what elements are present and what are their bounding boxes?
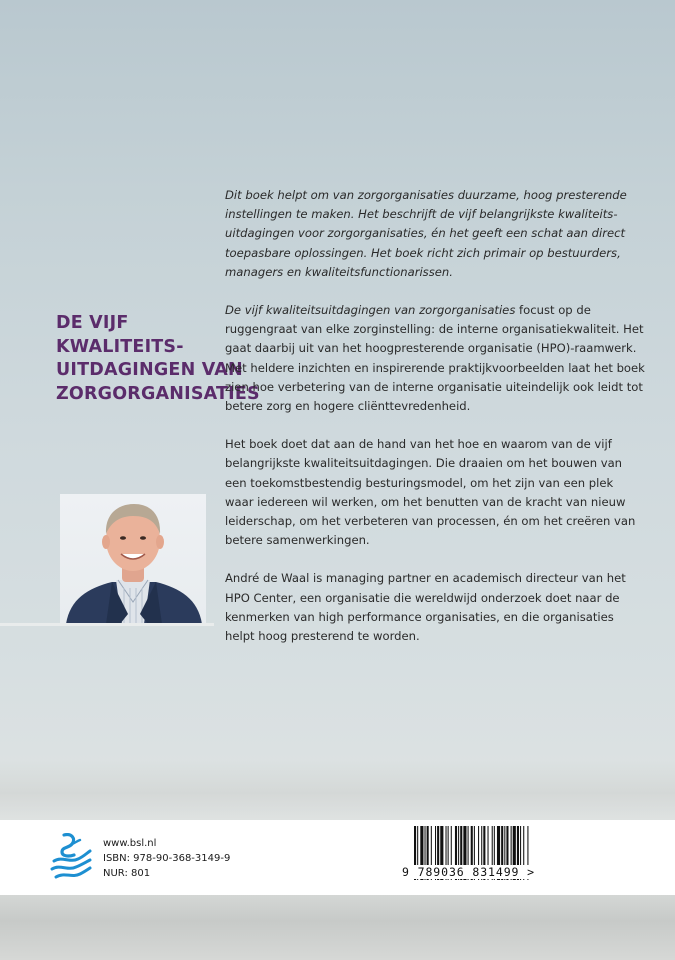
publisher-website[interactable]: www.bsl.nl	[103, 838, 157, 849]
back-cover-footer	[0, 820, 675, 895]
nur-code: NUR: 801	[103, 868, 151, 879]
photo-divider	[0, 623, 214, 626]
book-title	[56, 312, 260, 406]
blurb-paragraph	[225, 301, 645, 416]
blurb-intro-paragraph: Dit boek helpt om van zorgorganisaties duurzame, hoog presterende instellingen te maken. Het beschrijft de vijf belangrijkste kwaliteits-uitdagingen voor zorgorganisaties, én het geeft een schat aan direct toepasbare oplossingen. Het boek richt zich primair op bestuurders, managers en kwaliteitsfunctionarissen.	[225, 188, 627, 279]
book-title-line: ZORGORGANISATIES	[56, 383, 260, 404]
background-horizon	[0, 760, 675, 820]
publisher-info	[103, 836, 230, 881]
author-photo	[60, 494, 206, 624]
book-title-line: KWALITEITS-	[56, 336, 184, 357]
isbn-number: ISBN: 978-90-368-3149-9	[103, 853, 231, 864]
bsl-swan-logo-icon	[50, 833, 92, 879]
author-portrait-icon	[60, 494, 206, 624]
barcode-digits: 9 789036 831499 >	[402, 865, 582, 879]
background-sea	[0, 895, 675, 960]
author-bio-paragraph: André de Waal is managing partner en academisch directeur van het HPO Center, een organisatie die wereldwijd onderzoek doet naar de kenmerken van high performance organisaties, en die organisaties helpt hoog presterend te worden.	[225, 571, 626, 644]
book-title-line: DE VIJF	[56, 313, 129, 333]
blurb-paragraph: Het boek doet dat aan de hand van het hoe en waarom van de vijf belangrijkste kwaliteitsuitdagingen. Die draaien om het bouwen van een toekomstbestendig besturingsmodel, om het zijn van een plek waar iedereen wil werken, om het benutten van de kracht van nieuw leiderschap, om het verbeteren van processen, én om het creëren van betere samenwerkingen.	[225, 437, 636, 548]
book-title-line: UITDAGINGEN VAN	[56, 360, 243, 380]
blurb-paragraph-text: focust op de ruggengraat van elke zorginstelling: de interne organisatiekwaliteit. Het gaat daarbij uit van het hoogpresterende organisatie (HPO)-raamwerk. Met heldere inzichten en inspirerende praktijkvoorbeelden laat het boek zien hoe verbetering van de interne organisatie uiteindelijk ook leidt tot betere zorg en hogere cliënttevredenheid.	[225, 303, 645, 414]
book-title-inline: De vijf kwaliteitsuitdagingen van zorgorganisaties	[225, 303, 516, 318]
blurb	[225, 186, 645, 665]
